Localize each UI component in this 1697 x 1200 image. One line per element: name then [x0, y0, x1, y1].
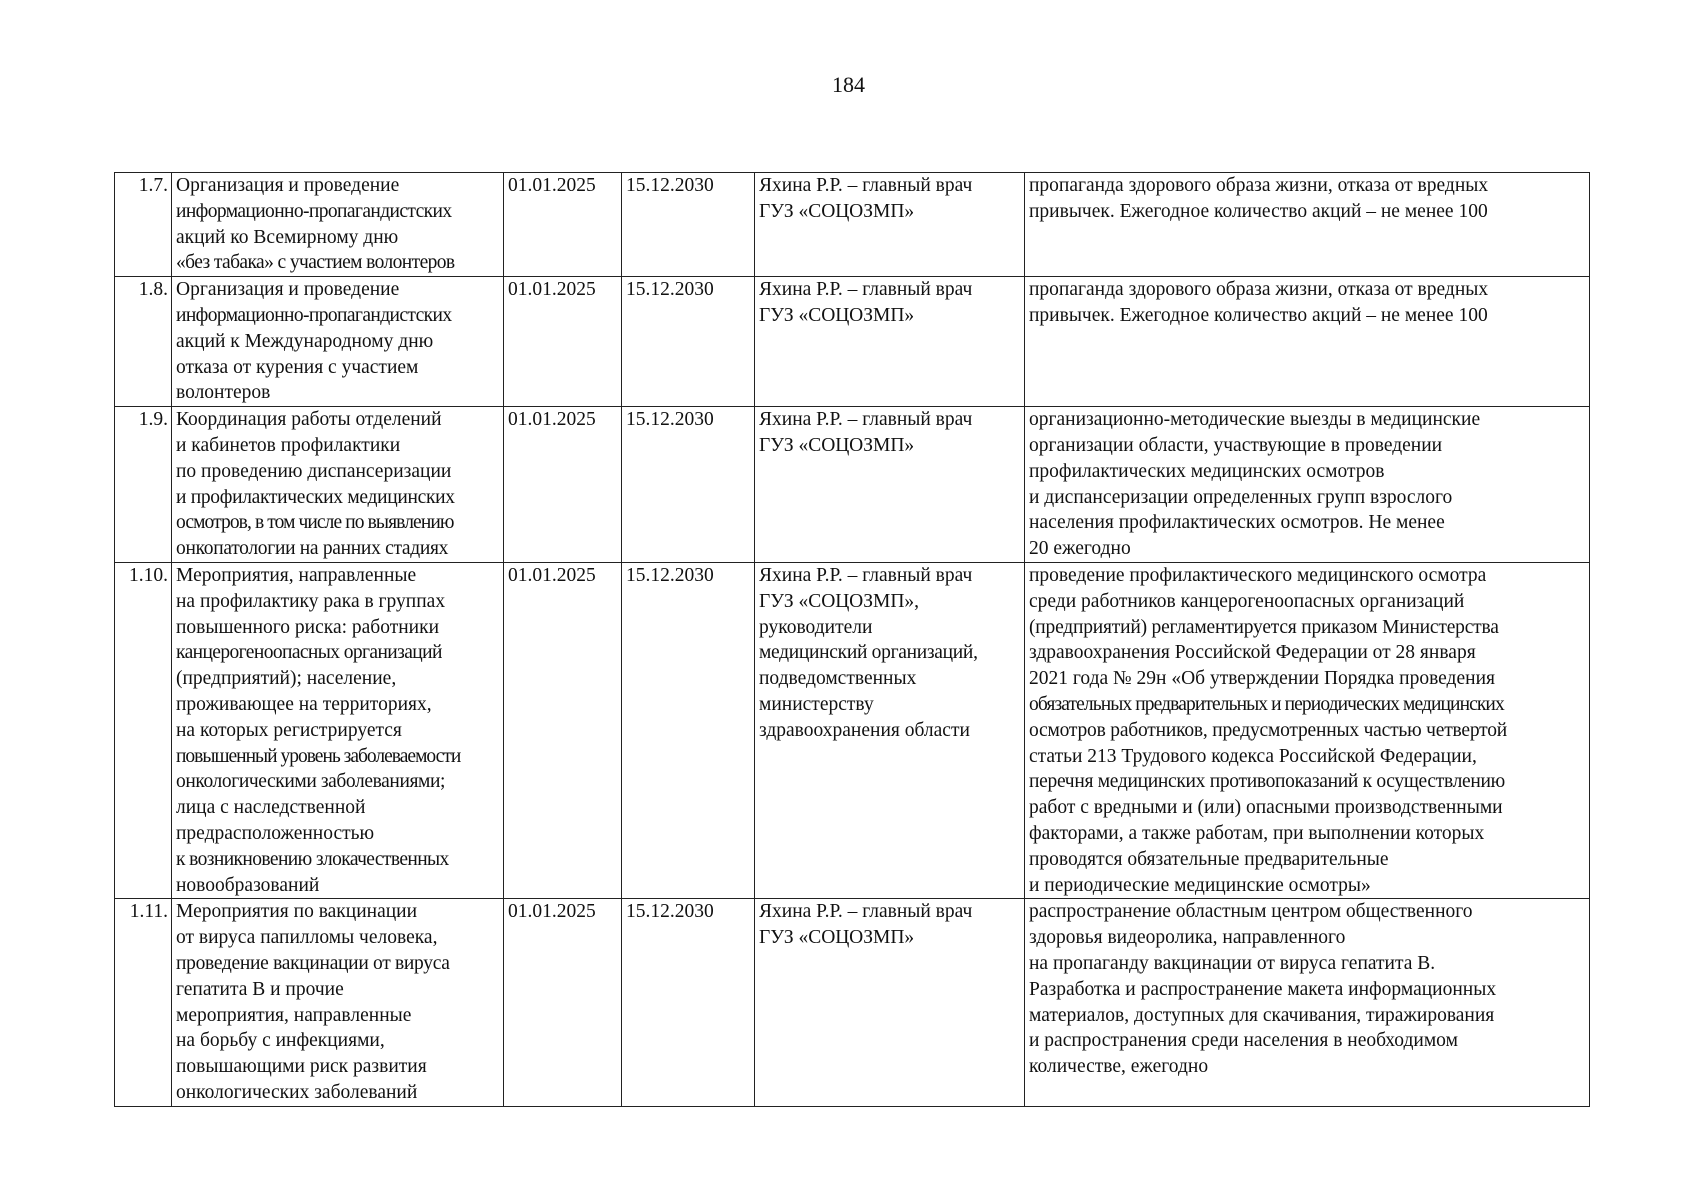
responsible-line: Яхина Р.Р. – главный врач	[759, 901, 973, 923]
result-line: среди работников канцерогеноопасных организаций	[1029, 590, 1465, 612]
activity-name-line: (предприятий); население,	[176, 668, 397, 690]
activity-name-line: информационно-пропагандистских	[176, 304, 452, 326]
result-line: осмотров работников, предусмотренных частью четвертой	[1029, 719, 1508, 741]
result-cell	[1025, 277, 1590, 407]
responsible-line: Яхина Р.Р. – главный врач	[759, 175, 973, 196]
result-line: населения профилактических осмотров. Не менее	[1029, 512, 1445, 534]
activity-name-line: «без табака» с участием волонтеров	[176, 252, 455, 274]
result-line: факторами, а также работам, при выполнении которых	[1029, 822, 1485, 844]
activity-name-line: на профилактику рака в группах	[176, 590, 446, 612]
result-line: на пропаганду вакцинации от вируса гепатита В.	[1029, 952, 1436, 974]
activity-name-cell	[172, 407, 504, 563]
result-line: пропаганда здорового образа жизни, отказа от вредных	[1029, 279, 1489, 301]
result-line: проводятся обязательные предварительные	[1029, 848, 1389, 870]
result-cell	[1025, 173, 1590, 277]
responsible-line: медицинский организаций,	[759, 642, 978, 664]
row-number: 1.8.	[115, 277, 172, 407]
end-date: 15.12.2030	[622, 277, 755, 407]
activity-name-line: к возникновению злокачественных	[176, 848, 449, 870]
activity-name-line: волонтеров	[176, 382, 271, 404]
activity-name-cell	[172, 173, 504, 277]
result-line: пропаганда здорового образа жизни, отказа от вредных	[1029, 175, 1489, 196]
table-row	[115, 173, 1590, 277]
activity-name-line: отказа от курения с участием	[176, 356, 419, 378]
activity-name-line: проживающее на территориях,	[176, 693, 432, 715]
start-date: 01.01.2025	[504, 562, 622, 898]
responsible-line: ГУЗ «СОЦОЗМП»	[759, 304, 915, 326]
activity-name-line: онкопатологии на ранних стадиях	[176, 538, 449, 560]
responsible-cell	[755, 899, 1025, 1106]
row-number: 1.10.	[115, 562, 172, 898]
activity-name-line: лица с наследственной	[176, 797, 366, 819]
activity-name-line: и кабинетов профилактики	[176, 434, 401, 456]
result-line: (предприятий) регламентируется приказом Министерства	[1029, 616, 1499, 638]
activity-name-line: онкологическими заболеваниями;	[176, 771, 446, 793]
result-cell	[1025, 562, 1590, 898]
end-date: 15.12.2030	[622, 899, 755, 1106]
responsible-cell	[755, 277, 1025, 407]
responsible-line: министерству	[759, 693, 874, 715]
result-line: 2021 года № 29н «Об утверждении Порядка проведения	[1029, 668, 1495, 690]
result-line: 20 ежегодно	[1029, 538, 1131, 560]
result-line: работ с вредными и (или) опасными производственными	[1029, 797, 1503, 819]
row-number: 1.7.	[115, 173, 172, 277]
activity-name-cell	[172, 899, 504, 1106]
result-line: перечня медицинских противопоказаний к осуществлению	[1029, 771, 1505, 793]
responsible-line: ГУЗ «СОЦОЗМП»	[759, 434, 915, 456]
responsible-line: руководители	[759, 616, 873, 638]
activity-name-line: и профилактических медицинских	[176, 486, 455, 508]
result-line: статьи 213 Трудового кодекса Российской Федерации,	[1029, 745, 1477, 767]
activity-name-line: Организация и проведение	[176, 175, 400, 196]
result-line: организационно-методические выезды в медицинские	[1029, 409, 1481, 431]
responsible-line: Яхина Р.Р. – главный врач	[759, 564, 973, 586]
activity-name-line: по проведению диспансеризации	[176, 460, 452, 482]
result-line: обязательных предварительных и периодических медицинских	[1029, 693, 1504, 715]
activity-name-line: новообразований	[176, 874, 320, 896]
responsible-cell	[755, 562, 1025, 898]
start-date: 01.01.2025	[504, 173, 622, 277]
table-row	[115, 407, 1590, 563]
responsible-line: здравоохранения области	[759, 719, 970, 741]
activity-name-line: канцерогеноопасных организаций	[176, 642, 442, 664]
activity-name-line: на которых регистрируется	[176, 719, 402, 741]
result-line: здравоохранения Российской Федерации от 28 января	[1029, 642, 1476, 664]
table-row	[115, 277, 1590, 407]
activity-name-line: повышающими риск развития	[176, 1056, 427, 1078]
activity-name-line: мероприятия, направленные	[176, 1004, 412, 1026]
responsible-cell	[755, 407, 1025, 563]
start-date: 01.01.2025	[504, 407, 622, 563]
start-date: 01.01.2025	[504, 899, 622, 1106]
end-date: 15.12.2030	[622, 407, 755, 563]
activity-name-line: акций ко Всемирному дню	[176, 226, 399, 248]
responsible-line: Яхина Р.Р. – главный врач	[759, 279, 973, 301]
activity-name-line: на борьбу с инфекциями,	[176, 1030, 385, 1052]
result-line: профилактических медицинских осмотров	[1029, 460, 1385, 482]
activity-name-line: Мероприятия по вакцинации	[176, 901, 418, 923]
result-line: и периодические медицинские осмотры»	[1029, 874, 1371, 896]
result-line: Разработка и распространение макета информационных	[1029, 978, 1497, 1000]
responsible-line: ГУЗ «СОЦОЗМП»	[759, 927, 915, 949]
activity-name-line: повышенный уровень заболеваемости	[176, 745, 461, 767]
result-line: здоровья видеоролика, направленного	[1029, 927, 1346, 949]
responsible-line: Яхина Р.Р. – главный врач	[759, 409, 973, 431]
activity-name-line: проведение вакцинации от вируса	[176, 952, 450, 974]
activity-name-line: повышенного риска: работники	[176, 616, 440, 638]
row-number: 1.11.	[115, 899, 172, 1106]
table-row	[115, 562, 1590, 898]
activity-name-line: онкологических заболеваний	[176, 1081, 418, 1103]
end-date: 15.12.2030	[622, 173, 755, 277]
activity-name-cell	[172, 562, 504, 898]
result-cell	[1025, 407, 1590, 563]
activity-name-cell	[172, 277, 504, 407]
result-line: и диспансеризации определенных групп взрослого	[1029, 486, 1453, 508]
activity-name-line: Мероприятия, направленные	[176, 564, 417, 586]
activity-name-line: гепатита В и прочие	[176, 978, 344, 1000]
result-line: количестве, ежегодно	[1029, 1056, 1209, 1078]
result-line: проведение профилактического медицинского осмотра	[1029, 564, 1487, 586]
row-number: 1.9.	[115, 407, 172, 563]
result-cell	[1025, 899, 1590, 1106]
responsible-cell	[755, 173, 1025, 277]
table-row	[115, 899, 1590, 1106]
page-number: 184	[832, 72, 865, 97]
responsible-line: подведомственных	[759, 668, 917, 690]
activity-name-line: предрасположенностью	[176, 822, 375, 844]
activity-name-line: от вируса папилломы человека,	[176, 927, 438, 949]
activity-name-line: акций к Международному дню	[176, 330, 434, 352]
result-line: и распространения среди населения в необходимом	[1029, 1030, 1458, 1052]
responsible-line: ГУЗ «СОЦОЗМП»	[759, 200, 915, 222]
result-line: организации области, участвующие в проведении	[1029, 434, 1443, 456]
result-line: распространение областным центром общественного	[1029, 901, 1473, 923]
activity-name-line: Координация работы отделений	[176, 409, 442, 431]
activity-name-line: информационно-пропагандистских	[176, 200, 452, 222]
activity-name-line: осмотров, в том числе по выявлению	[176, 512, 454, 534]
result-line: материалов, доступных для скачивания, тиражирования	[1029, 1004, 1495, 1026]
start-date: 01.01.2025	[504, 277, 622, 407]
activity-name-line: Организация и проведение	[176, 279, 400, 301]
result-line: привычек. Ежегодное количество акций – не менее 100	[1029, 200, 1488, 222]
responsible-line: ГУЗ «СОЦОЗМП»,	[759, 590, 920, 612]
activity-table	[114, 172, 1590, 1107]
end-date: 15.12.2030	[622, 562, 755, 898]
result-line: привычек. Ежегодное количество акций – не менее 100	[1029, 304, 1488, 326]
